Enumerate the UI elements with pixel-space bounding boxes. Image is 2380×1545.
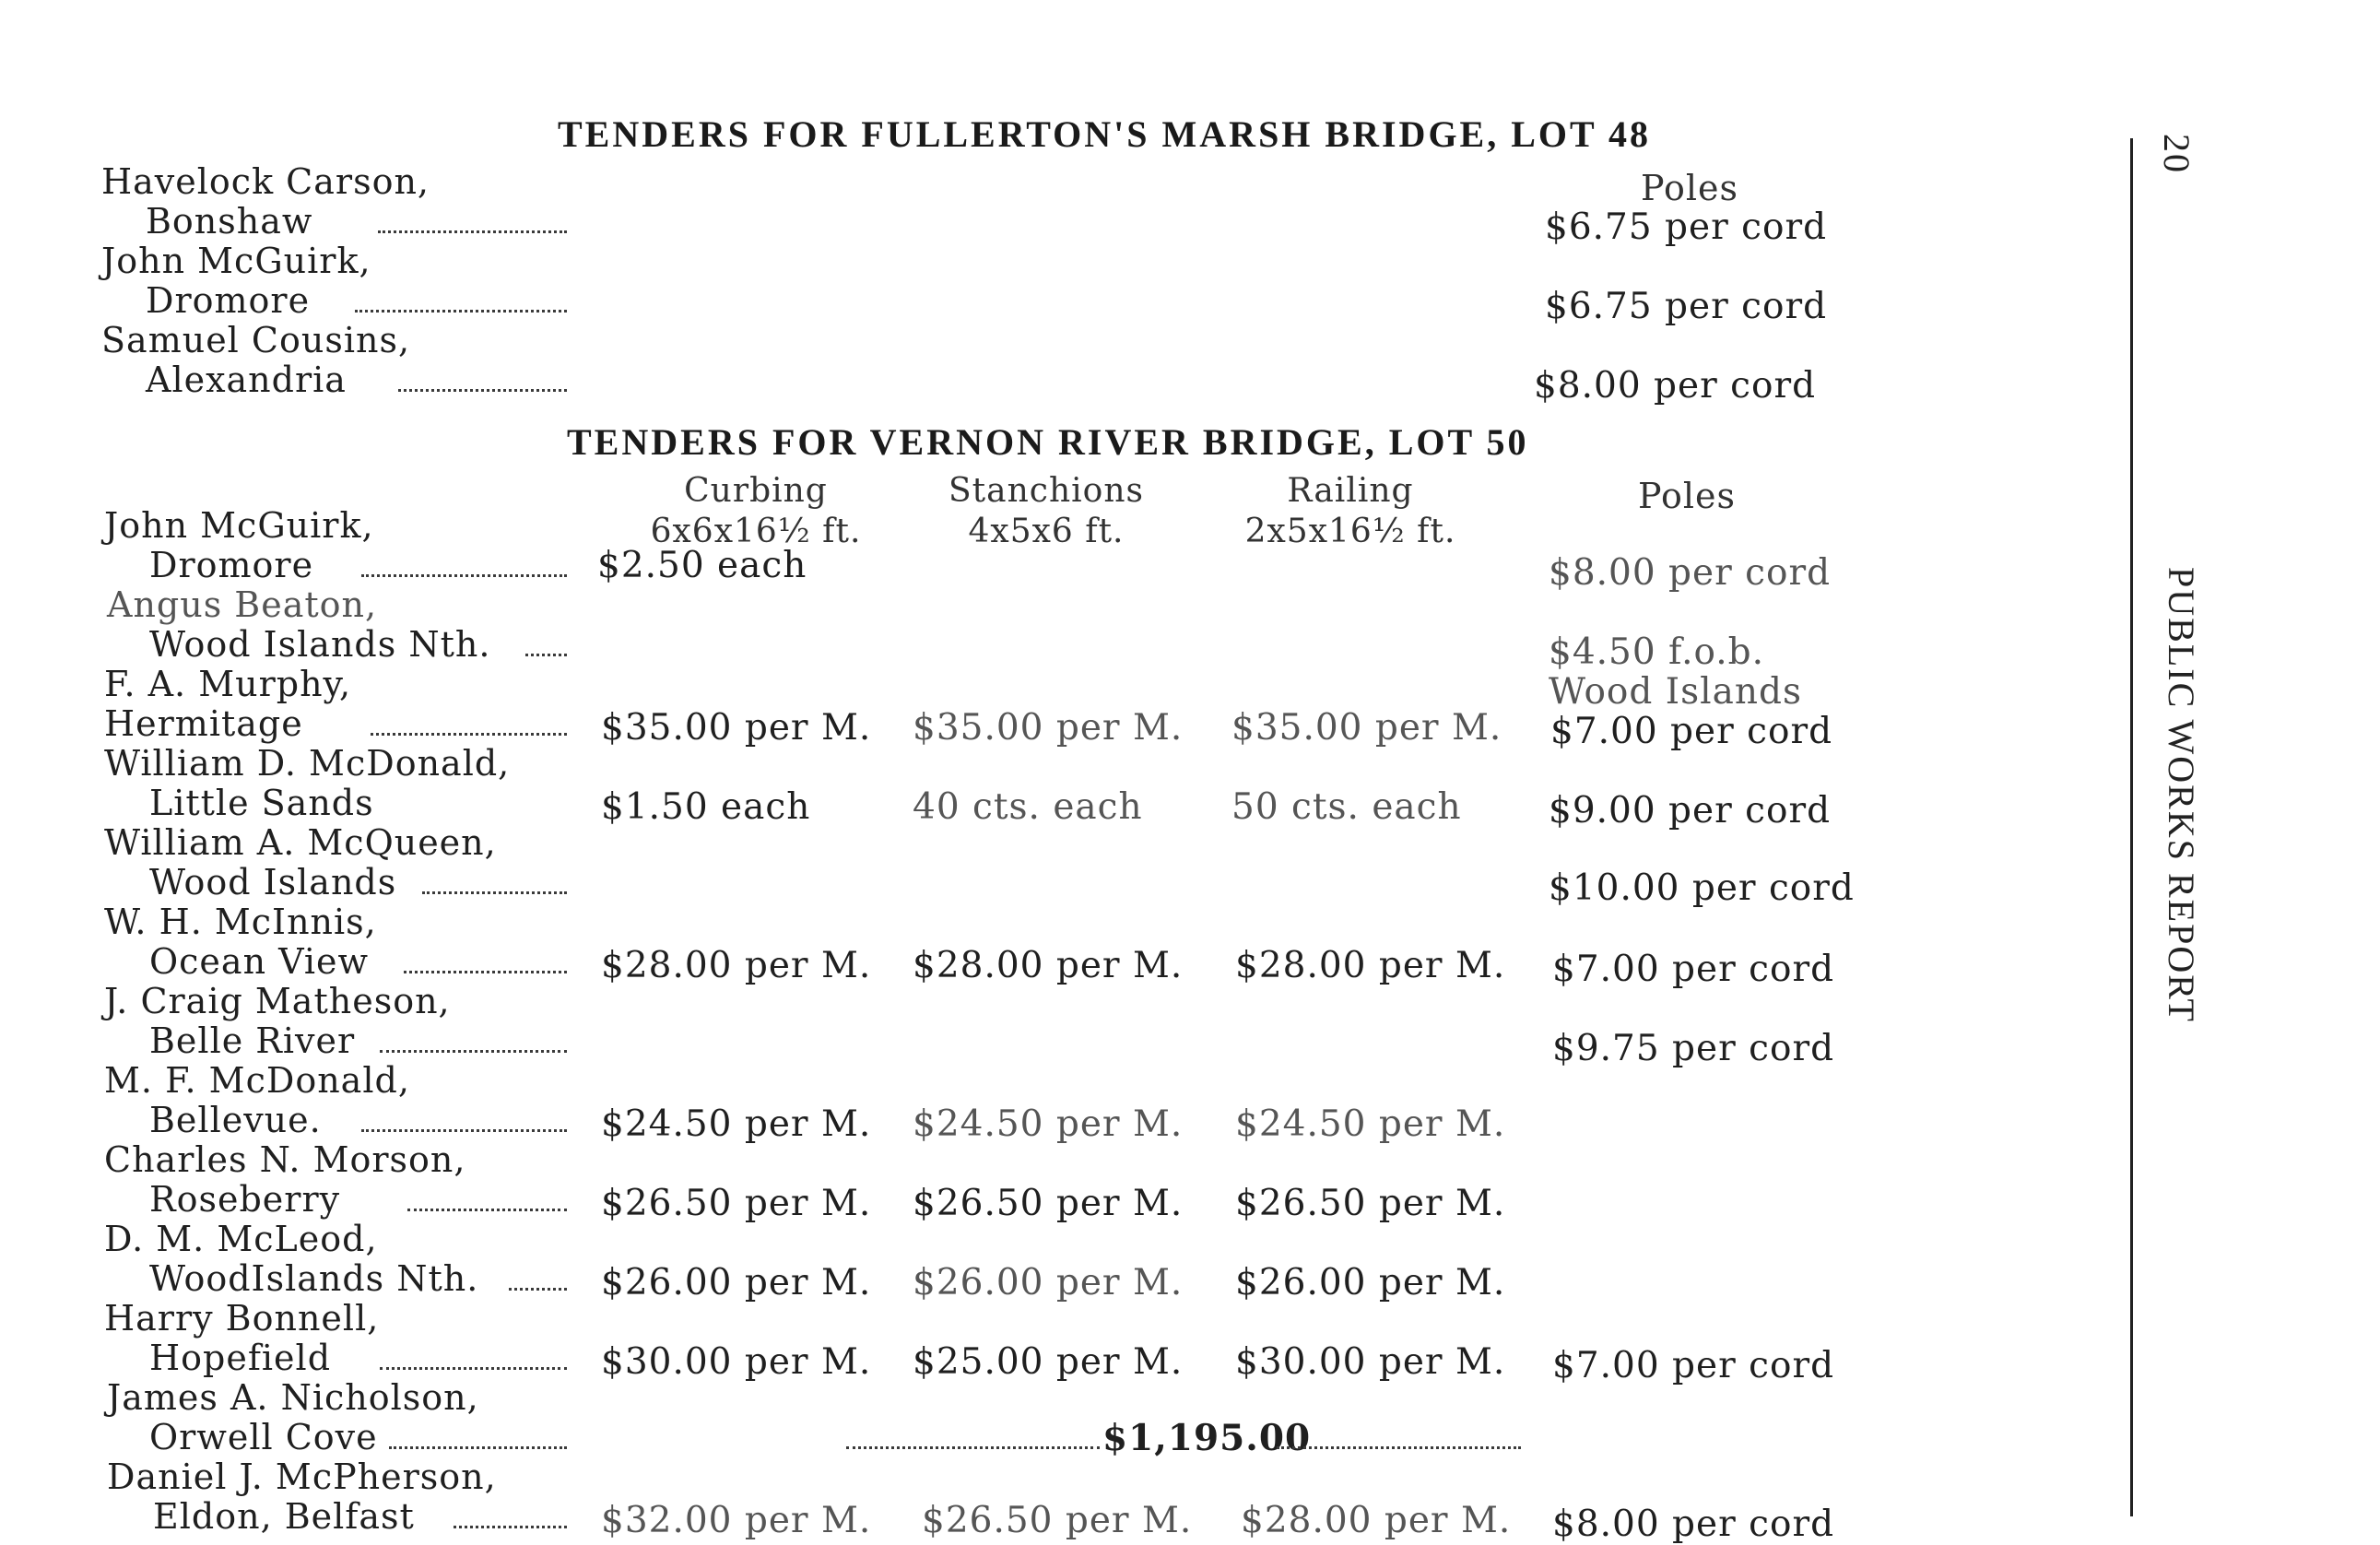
leader-dots — [509, 1288, 567, 1291]
vernon-name-9: Charles N. Morson, — [104, 1139, 466, 1180]
vernon-stanchions-6: $28.00 per M. — [913, 945, 1184, 986]
vernon-stanchions-9: $26.50 per M. — [913, 1183, 1184, 1224]
vernon-railing-3: $35.00 per M. — [1231, 707, 1502, 749]
col-stanchions: Stanchions — [948, 472, 1144, 510]
leader-dots — [398, 389, 567, 392]
vernon-curbing-10: $26.00 per M. — [601, 1262, 872, 1303]
leader-dots — [378, 230, 567, 233]
fullerton-poles-1: $6.75 per cord — [1545, 206, 1828, 248]
col-stanchions-size: 4x5x6 ft. — [968, 513, 1125, 550]
vernon-stanchions-10: $26.00 per M. — [913, 1262, 1184, 1303]
leader-dots — [371, 733, 567, 736]
vernon-stanchions-8: $24.50 per M. — [913, 1103, 1184, 1145]
fullerton-place-2: Dromore — [146, 280, 311, 321]
vernon-stanchions-13: $26.50 per M. — [922, 1500, 1193, 1541]
vernon-poles-6: $7.00 per cord — [1552, 949, 1835, 990]
vernon-name-12: James A. Nicholson, — [107, 1377, 479, 1418]
leader-dots — [1277, 1446, 1521, 1449]
vernon-place-9: Roseberry — [149, 1179, 341, 1220]
vernon-railing-10: $26.00 per M. — [1235, 1262, 1506, 1303]
leader-dots — [355, 310, 567, 313]
vernon-poles-3: $7.00 per cord — [1550, 711, 1833, 752]
vernon-poles-7: $9.75 per cord — [1552, 1028, 1835, 1069]
vernon-name-1: John McGuirk, — [104, 505, 374, 546]
vernon-place-10: WoodIslands Nth. — [149, 1258, 479, 1299]
fullerton-poles-2: $6.75 per cord — [1545, 286, 1828, 327]
vernon-name-11: Harry Bonnell, — [104, 1298, 380, 1339]
fullerton-place-3: Alexandria — [146, 360, 347, 400]
fullerton-title: TENDERS FOR FULLERTON'S MARSH BRIDGE, LOT 48 — [558, 113, 1651, 155]
leader-dots — [361, 1129, 567, 1132]
vernon-railing-9: $26.50 per M. — [1235, 1183, 1506, 1224]
vernon-poles-13: $8.00 per cord — [1552, 1504, 1835, 1545]
vernon-poles-1: $8.00 per cord — [1549, 552, 1832, 594]
fullerton-poles-3: $8.00 per cord — [1534, 365, 1817, 407]
col-poles: Poles — [1637, 476, 1737, 516]
vernon-name-5: William A. McQueen, — [104, 822, 497, 863]
vernon-place-4: Little Sands — [149, 783, 374, 823]
vernon-curbing-13: $32.00 per M. — [601, 1500, 872, 1541]
vernon-name-2: Angus Beaton, — [107, 584, 378, 625]
vernon-railing-4: 50 cts. each — [1231, 786, 1462, 828]
vernon-lump-sum-12: $1,195.00 — [1102, 1417, 1312, 1459]
vernon-place-8: Bellevue. — [149, 1100, 322, 1140]
vernon-poles-11: $7.00 per cord — [1552, 1345, 1835, 1386]
vernon-name-3: F. A. Murphy, — [104, 664, 352, 704]
leader-dots — [389, 1446, 567, 1449]
side-rule — [2130, 138, 2133, 1516]
vernon-poles-5: $10.00 per cord — [1549, 867, 1855, 909]
vernon-name-6: W. H. McInnis, — [104, 902, 377, 942]
vernon-stanchions-3: $35.00 per M. — [913, 707, 1184, 749]
vernon-place-6: Ocean View — [149, 941, 370, 982]
vernon-place-7: Belle River — [149, 1020, 356, 1061]
leader-dots — [404, 971, 567, 973]
vernon-stanchions-4: 40 cts. each — [913, 786, 1143, 828]
leader-dots — [525, 654, 567, 656]
vernon-place-12: Orwell Cove — [149, 1417, 378, 1457]
fullerton-place-1: Bonshaw — [146, 201, 313, 242]
vernon-place-2: Wood Islands Nth. — [149, 624, 491, 665]
vernon-poles-2: $4.50 f.o.b. — [1549, 631, 1765, 673]
leader-dots — [380, 1367, 567, 1370]
vernon-curbing-11: $30.00 per M. — [601, 1341, 872, 1383]
vernon-title: TENDERS FOR VERNON RIVER BRIDGE, LOT 50 — [567, 421, 1529, 463]
vernon-curbing-6: $28.00 per M. — [601, 945, 872, 986]
fullerton-col-poles: Poles — [1641, 168, 1739, 208]
leader-dots — [380, 1050, 567, 1053]
vernon-railing-8: $24.50 per M. — [1235, 1103, 1506, 1145]
vernon-place-13: Eldon, Belfast — [153, 1496, 415, 1537]
vernon-name-4: William D. McDonald, — [104, 743, 511, 784]
vernon-curbing-3: $35.00 per M. — [601, 707, 872, 749]
page-number: 20 — [2156, 134, 2197, 174]
vernon-place-1: Dromore — [149, 545, 314, 585]
leader-dots — [422, 891, 567, 894]
running-head: PUBLIC WORKS REPORT — [2161, 567, 2202, 1023]
vernon-place-3: Hermitage — [104, 703, 303, 744]
vernon-curbing-4: $1.50 each — [601, 786, 811, 828]
vernon-curbing-1: $2.50 each — [597, 545, 807, 586]
col-railing-size: 2x5x16½ ft. — [1244, 513, 1456, 550]
leader-dots — [361, 574, 567, 577]
fullerton-name-1: Havelock Carson, — [101, 161, 430, 202]
vernon-name-10: D. M. McLeod, — [104, 1219, 378, 1259]
vernon-curbing-8: $24.50 per M. — [601, 1103, 872, 1145]
vernon-curbing-9: $26.50 per M. — [601, 1183, 872, 1224]
vernon-place-11: Hopefield — [149, 1338, 332, 1378]
vernon-name-7: J. Craig Matheson, — [104, 981, 451, 1021]
leader-dots — [454, 1526, 567, 1528]
vernon-name-13: Daniel J. McPherson, — [107, 1457, 497, 1497]
col-curbing-size: 6x6x16½ ft. — [650, 513, 862, 550]
col-curbing: Curbing — [684, 472, 828, 510]
vernon-place-5: Wood Islands — [149, 862, 397, 902]
leader-dots — [846, 1446, 1100, 1449]
vernon-railing-11: $30.00 per M. — [1235, 1341, 1506, 1383]
vernon-stanchions-11: $25.00 per M. — [913, 1341, 1184, 1383]
vernon-poles-4: $9.00 per cord — [1549, 790, 1832, 831]
vernon-poles-2b: Wood Islands — [1549, 671, 1803, 713]
vernon-railing-13: $28.00 per M. — [1241, 1500, 1512, 1541]
fullerton-name-3: Samuel Cousins, — [101, 320, 411, 360]
fullerton-name-2: John McGuirk, — [101, 241, 371, 281]
col-railing: Railing — [1287, 472, 1414, 510]
vernon-railing-6: $28.00 per M. — [1235, 945, 1506, 986]
leader-dots — [407, 1209, 567, 1211]
vernon-name-8: M. F. McDonald, — [104, 1060, 410, 1101]
